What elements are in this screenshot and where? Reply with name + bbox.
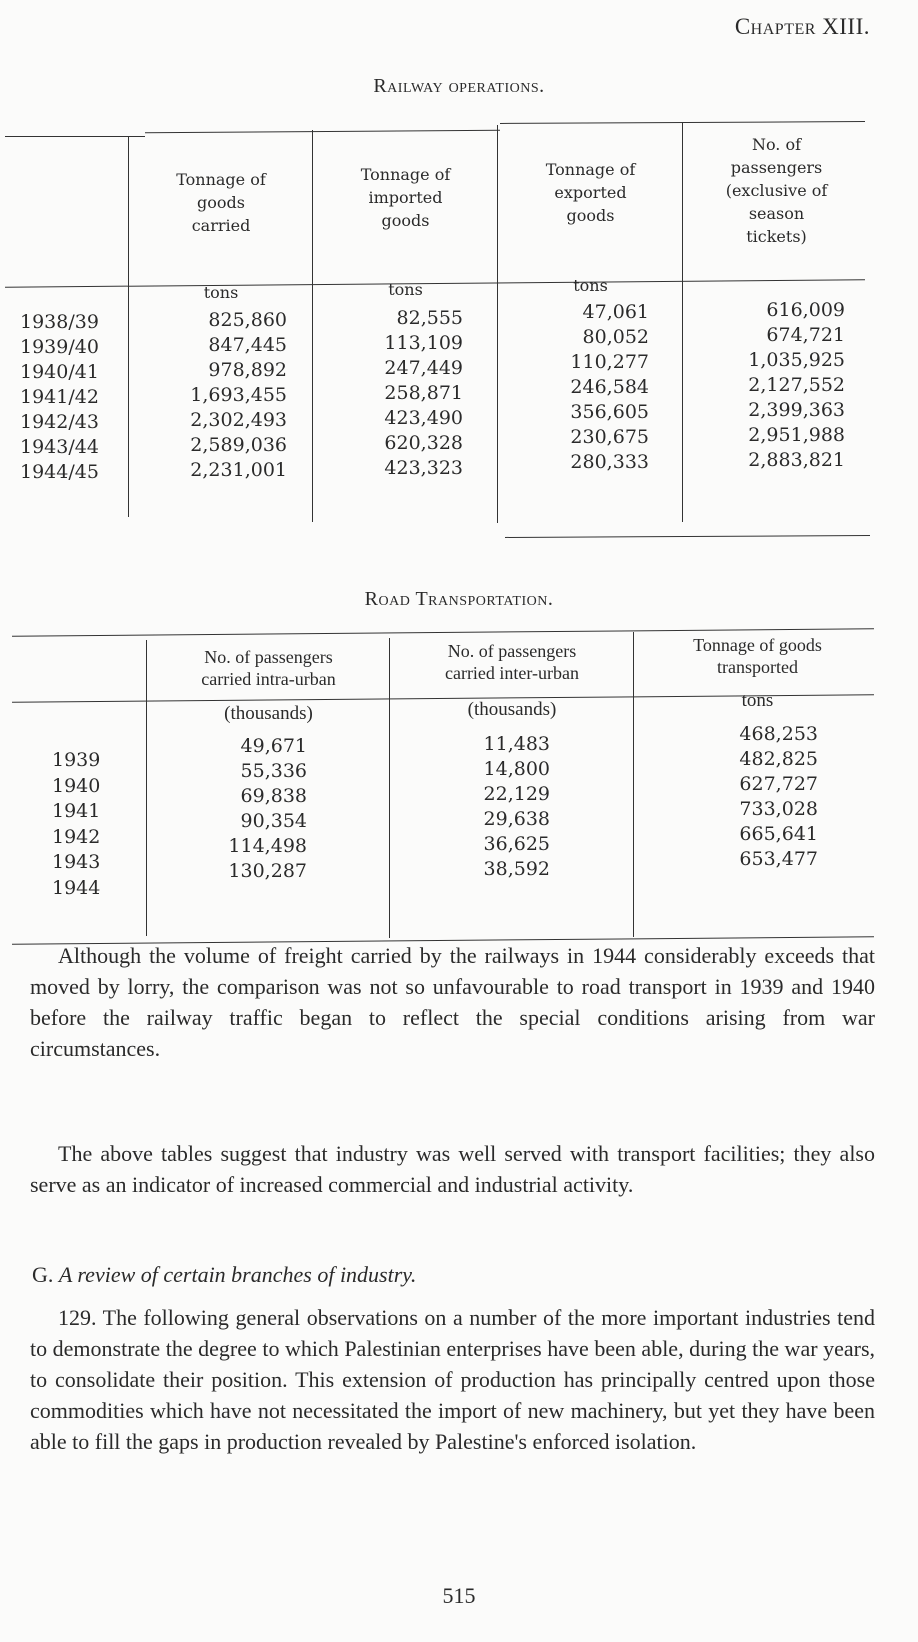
railway-header-exported-goods: Tonnage of exported goods <box>545 160 636 225</box>
table-cell: 423,490 <box>384 407 463 429</box>
table-cell: 247,449 <box>384 357 463 379</box>
table-cell: 978,892 <box>208 359 287 381</box>
table-cell: 82,555 <box>396 307 463 329</box>
column-divider <box>389 638 390 938</box>
table-cell: 1940/41 <box>20 361 99 383</box>
table-cell: 1943/44 <box>20 436 99 458</box>
railway-exported-column <box>505 300 649 475</box>
table-cell: 1943 <box>52 851 101 873</box>
table-rule-top <box>145 130 500 133</box>
railway-header-imported-goods: Tonnage of imported goods <box>360 165 451 230</box>
table-cell: 825,860 <box>208 309 287 331</box>
road-intra-column <box>200 734 307 884</box>
table-cell: 1939/40 <box>20 336 99 358</box>
railway-year-column <box>20 310 99 485</box>
table-cell: 2,883,821 <box>748 449 845 471</box>
railway-header-goods-carried: Tonnage of goods carried <box>176 170 266 235</box>
table-cell: 258,871 <box>384 382 463 404</box>
road-inter-column <box>440 732 550 882</box>
section-heading <box>32 1262 416 1288</box>
table-cell: 110,277 <box>570 351 649 373</box>
table-cell: 482,825 <box>739 748 818 770</box>
table-cell: 2,231,001 <box>190 459 287 481</box>
table-cell: 2,127,552 <box>748 374 845 396</box>
road-table-title: Road Transportation. <box>364 588 554 610</box>
table-cell: 1,693,455 <box>190 384 287 406</box>
column-divider <box>682 122 683 522</box>
chapter-heading: Chapter XIII. <box>734 14 870 39</box>
table-cell: 36,625 <box>483 833 550 855</box>
table-cell: 620,328 <box>384 432 463 454</box>
road-year-column <box>52 748 100 901</box>
table-cell: 80,052 <box>582 326 649 348</box>
column-divider <box>128 137 129 517</box>
road-header-intra-urban: No. of passengers carried intra-urban <box>201 647 336 689</box>
railway-imported-column <box>320 306 463 481</box>
table-cell: 90,354 <box>240 810 307 832</box>
table-cell: 246,584 <box>570 376 649 398</box>
section-letter: G. <box>32 1262 54 1287</box>
table-cell: 653,477 <box>739 848 818 870</box>
railway-header-passengers: No. of passengers (exclusive of season tickets) <box>725 135 828 246</box>
table-cell: 38,592 <box>483 858 550 880</box>
table-cell: 114,498 <box>228 835 307 857</box>
section-title: A review of certain branches of industry. <box>58 1262 417 1287</box>
road-unit-inter: (thousands) <box>467 699 557 720</box>
table-cell: 280,333 <box>570 451 649 473</box>
table-rule-bottom <box>505 535 870 538</box>
column-divider <box>146 640 147 936</box>
road-unit-tonnage: tons <box>741 690 774 711</box>
table-cell: 11,483 <box>483 733 550 755</box>
table-cell: 2,399,363 <box>748 399 845 421</box>
table-cell: 1938/39 <box>20 311 99 333</box>
table-cell: 130,287 <box>228 860 307 882</box>
table-cell: 1944/45 <box>20 461 99 483</box>
road-tonnage-column <box>700 722 818 872</box>
table-cell: 1939 <box>52 749 101 771</box>
table-cell: 29,638 <box>483 808 550 830</box>
railway-unit-imported: tons <box>388 280 423 299</box>
table-cell: 356,605 <box>570 401 649 423</box>
road-header-inter-urban: No. of passengers carried inter-urban <box>444 641 580 683</box>
table-cell: 627,727 <box>739 773 818 795</box>
table-cell: 69,838 <box>240 785 307 807</box>
table-cell: 22,129 <box>483 783 550 805</box>
page-number: 515 <box>442 1583 476 1608</box>
railway-passengers-column <box>690 298 845 473</box>
table-cell: 1,035,925 <box>748 349 845 371</box>
table-cell: 1942/43 <box>20 411 99 433</box>
table-cell: 230,675 <box>570 426 649 448</box>
column-divider <box>312 130 313 522</box>
table-cell: 733,028 <box>739 798 818 820</box>
table-cell: 2,302,493 <box>190 409 287 431</box>
railway-carried-column <box>140 308 287 483</box>
table-cell: 49,671 <box>240 735 307 757</box>
paragraph-tables-summary: The above tables suggest that industry was well served with transport facilities; they also serve as an indicator of increased commercial and industrial activity. <box>30 1141 875 1197</box>
table-cell: 55,336 <box>240 760 307 782</box>
table-rule-top <box>5 136 145 137</box>
table-cell: 1942 <box>52 825 101 848</box>
column-divider <box>633 632 634 937</box>
railway-unit-exported: tons <box>573 276 608 295</box>
table-cell: 1941/42 <box>20 386 99 408</box>
railway-table-title: Railway operations. <box>373 75 545 97</box>
table-cell: 2,951,988 <box>748 424 845 446</box>
table-cell: 14,800 <box>483 758 550 780</box>
paragraph-129: 129. The following general observations on a number of the more important industries tend to demonstrate the degree to which Palestinian enterprises have been able, during the war years, to consolidate their position. This extension of production has principally centred upon those commodities which have not necessitated the import of new machinery, but yet they have been able to fill the gaps in production revealed by Palestine's enforced isolation. <box>30 1305 875 1454</box>
table-cell: 423,323 <box>384 457 463 479</box>
table-cell: 1940 <box>52 774 101 797</box>
road-unit-intra: (thousands) <box>224 703 313 724</box>
table-cell: 847,445 <box>208 334 287 356</box>
table-cell: 674,721 <box>766 324 845 346</box>
table-cell: 1944 <box>52 876 101 899</box>
paragraph-freight-comparison: Although the volume of freight carried by the railways in 1944 considerably exceeds that moved by lorry, the comparison was not so unfavourable to road transport in 1939 and 1940 before the railway traffic began to reflect the special conditions arising from war circumstances. <box>30 943 875 1061</box>
column-divider <box>497 125 498 523</box>
table-cell: 665,641 <box>739 823 818 845</box>
railway-unit-carried: tons <box>203 283 239 302</box>
table-cell: 2,589,036 <box>190 434 287 456</box>
table-cell: 47,061 <box>582 301 649 323</box>
table-cell: 616,009 <box>766 299 845 321</box>
table-cell: 113,109 <box>384 332 463 354</box>
road-header-tonnage: Tonnage of goods transported <box>693 635 822 677</box>
table-cell: 1941 <box>52 800 101 822</box>
table-cell: 468,253 <box>739 723 818 745</box>
